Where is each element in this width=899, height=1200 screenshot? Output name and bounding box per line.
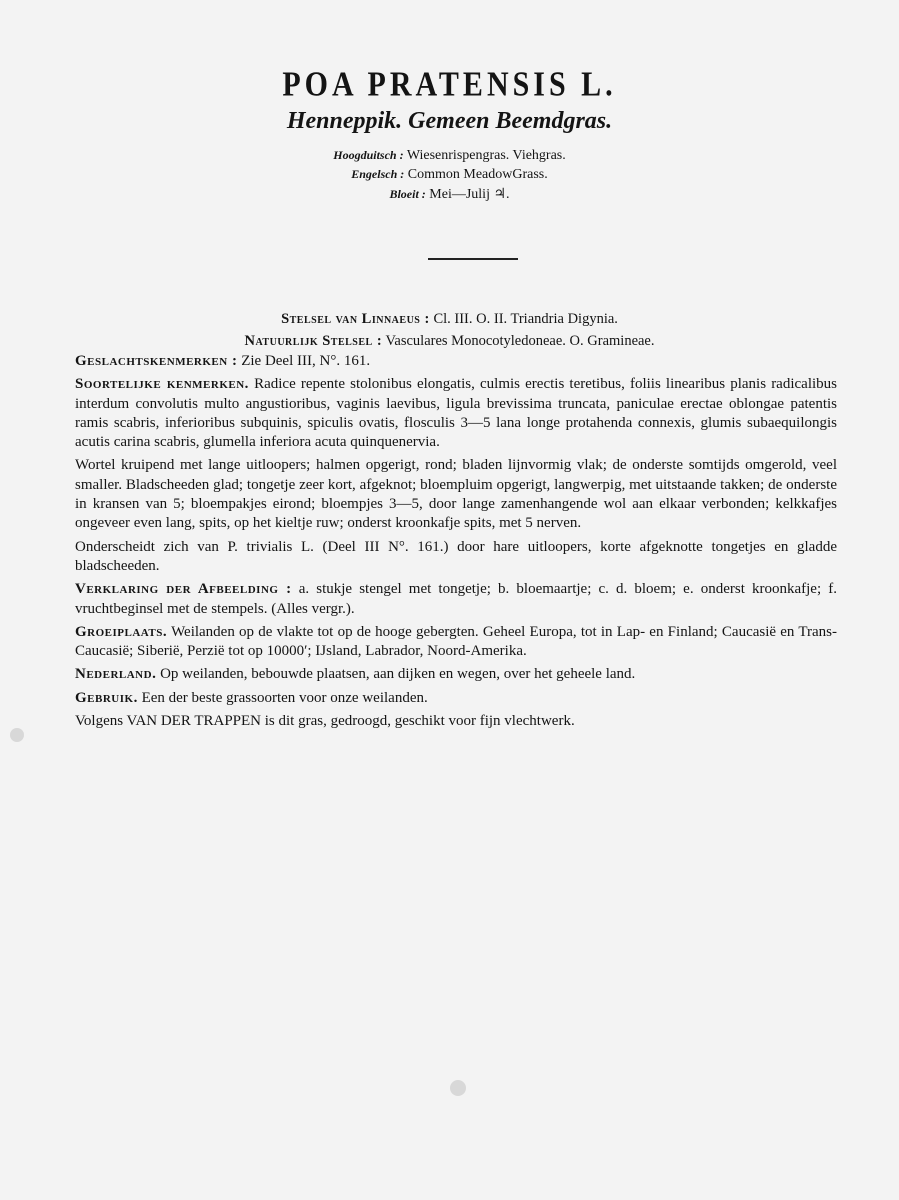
linnaeus-label: Stelsel van Linnaeus : — [281, 311, 430, 327]
paragraph-netherlands — [75, 665, 837, 684]
classification-linnaeus — [0, 311, 899, 328]
paragraph-species-characters — [75, 375, 837, 452]
page-subtitle: Henneppik. Gemeen Beemdgras. — [286, 108, 613, 134]
linnaeus-value: Cl. III. O. II. Triandria Digynia. — [433, 311, 618, 327]
paragraph-label: Nederland. — [75, 666, 157, 683]
paragraph-text: Radice repente stolonibus elongatis, culmis erectis teretibus, foliis linearibus planis radicalibus interdum convolutis multo angustioribus, vaginis laevibus, ligula brevissima truncata, paniculae erectae oblongae patentis ramis scabris, inferioribus subquinis, spiculis ovatis, flosculis 3—5 lana longe protahenda connexis, glumis subaequilongis acutis carina scabris, glumella inferiora acuta quinquenervia. — [75, 376, 837, 451]
paragraph-distinction — [75, 538, 837, 577]
paragraph-text: Een der beste grassoorten voor onze weilanden. — [141, 689, 428, 706]
paragraph-dutch-description — [75, 456, 837, 533]
paragraph-habitat — [75, 623, 837, 662]
paragraph-text: Volgens VAN DER TRAPPEN is dit gras, gedroogd, geschikt voor fijn vlechtwerk. — [75, 713, 575, 730]
divider-rule — [428, 258, 518, 260]
paragraph-text: Weilanden op de vlakte tot op de hooge gebergten. Geheel Europa, tot in Lap- en Finland; Caucasië en Trans-Caucasië; Siberië, Perzië tot op 10000′; IJsland, Labrador, Noord-Amerika. — [75, 623, 837, 660]
paragraph-figure-explanation — [75, 580, 837, 619]
paper-spot — [450, 1080, 466, 1096]
paragraph-text: Op weilanden, bebouwde plaatsen, aan dijken en wegen, over het geheele land. — [160, 666, 636, 683]
paragraph-text: a. stukje stengel met tongetje; b. bloemaartje; c. d. bloem; e. onderst kroonkafje; f. vruchtbeginsel met de stempels. (Alles vergr.). — [75, 581, 838, 617]
name-value: Mei—Julij ♃. — [429, 187, 510, 202]
name-label: Hoogduitsch : — [333, 148, 404, 162]
name-value: Wiesenrispengras. Viehgras. — [406, 148, 566, 163]
paragraph-label: Gebruik. — [75, 689, 138, 706]
description-body — [75, 352, 837, 735]
paragraph-use — [75, 689, 837, 708]
paper-spot — [10, 728, 24, 742]
genus-label: Geslachtskenmerken : — [75, 353, 238, 369]
name-line-flowering — [0, 186, 899, 203]
paragraph-text: Onderscheidt zich van P. trivialis L. (Deel III N°. 161.) door hare uitloopers, korte afgeknotte tongetjes en gladde bladscheeden. — [75, 538, 837, 574]
name-line-german — [0, 148, 899, 164]
paragraph-text: Wortel kruipend met lange uitloopers; halmen opgerigt, rond; bladen lijnvormig vlak; de onderste somtijds omgerold, veel smaller. Bladscheeden glad; tongetje zeer kort, afgeknot; bloempluim opgerigt, langwerpig, met uitstaande takken; de onderste in kransen van 5; bloempakjes eirond; bloempjes 3—5, door lange zamenhangende wol aan elkaar verbonden; kelkkafjes ongeveer even lang, spits, op het kieltje ruw; onderst kroonkafje spits, met 5 nerven. — [75, 457, 837, 532]
paragraph-label: Verklaring der Afbeelding : — [75, 581, 292, 598]
paragraph-label: Soortelijke kenmerken. — [75, 376, 249, 393]
name-label: Bloeit : — [389, 187, 426, 201]
name-value: Common MeadowGrass. — [407, 167, 548, 182]
genus-value: Zie Deel III, N°. 161. — [241, 353, 371, 369]
classification-natural — [0, 333, 899, 350]
name-label: Engelsch : — [351, 167, 405, 181]
natural-value: Vasculares Monocotyledoneae. O. Gramineae. — [385, 333, 655, 349]
natural-label: Natuurlijk Stelsel : — [244, 333, 383, 349]
name-line-english — [0, 167, 899, 183]
paragraph-label: Groeiplaats. — [75, 623, 168, 640]
page-title: POA PRATENSIS L. — [282, 65, 617, 104]
genus-paragraph — [75, 352, 837, 371]
paragraph-weaving — [75, 712, 837, 731]
